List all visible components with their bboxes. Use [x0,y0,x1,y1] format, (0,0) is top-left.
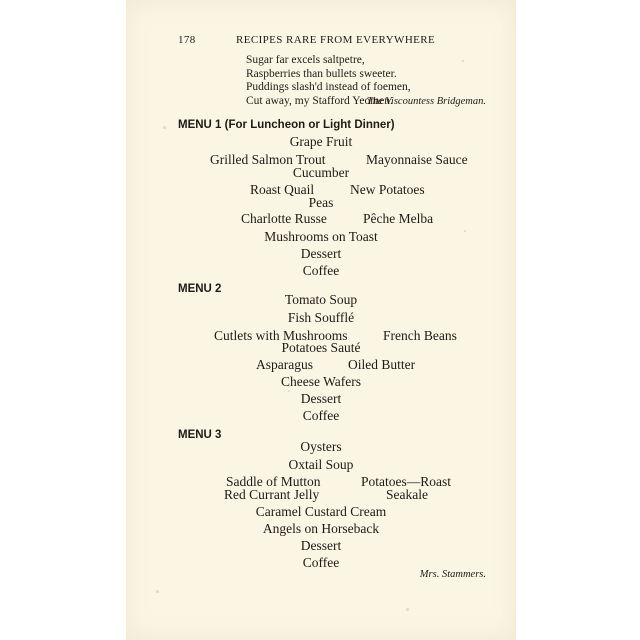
menu-item-dessert: Dessert [300,538,342,553]
menu-3-heading: MENU 3 [178,429,222,441]
menu-2-heading: MENU 2 [178,283,222,295]
menu-item-peche-melba: Pêche Melba [363,211,434,226]
menu-item-mushrooms-on-toast: Mushrooms on Toast [264,229,378,244]
menu-item-oysters: Oysters [300,439,342,454]
menu-item-mayonnaise-sauce: Mayonnaise Sauce [366,152,468,167]
foxing-spot [462,60,464,62]
menu-item-cutlets: Cutlets with Mushrooms [214,328,348,343]
running-head: RECIPES RARE FROM EVERYWHERE [236,34,436,46]
menu-item-coffee: Coffee [302,555,340,570]
book-page [126,0,516,640]
page-header [126,34,516,50]
menu-item-potatoes-roast: Potatoes—Roast [361,474,451,489]
menu-item-coffee: Coffee [302,408,340,423]
menu-item-asparagus: Asparagus [256,357,313,372]
menu-item-oiled-butter: Oiled Butter [348,357,416,372]
menu-3-attribution: Mrs. Stammers. [419,569,486,580]
menu-item-tomato-soup: Tomato Soup [284,292,358,307]
menu-item-cucumber: Cucumber [292,165,350,180]
poem-line: Puddings slash'd instead of foemen, [246,81,411,93]
menu-item-dessert: Dessert [300,246,342,261]
menu-item-roast-quail: Roast Quail [250,182,315,197]
page-number: 178 [178,34,196,46]
foxing-spot [156,590,159,593]
menu-item-peas: Peas [308,195,334,210]
menu-item-fish-souffle: Fish Soufflé [287,310,355,325]
menu-item-seakale: Seakale [386,487,428,502]
menu-item-dessert: Dessert [300,391,342,406]
menu-item-french-beans: French Beans [383,328,457,343]
menu-item-grape-fruit: Grape Fruit [289,134,353,149]
menu-item-oxtail-soup: Oxtail Soup [288,457,354,472]
menu-item-potatoes-saute: Potatoes Sauté [281,340,361,355]
foxing-spot [406,608,409,611]
menu-item-charlotte-russe: Charlotte Russe [241,211,327,226]
menu-item-caramel-custard: Caramel Custard Cream [255,504,387,519]
poem-line: Raspberries than bullets sweeter. [246,67,397,80]
poem-line: Sugar far excels saltpetre, [246,54,365,66]
menu-item-angels-on-horseback: Angels on Horseback [262,521,380,536]
menu-item-salmon-trout: Grilled Salmon Trout [210,152,326,167]
foxing-spot [163,126,166,129]
poem-attribution: The Viscountess Bridgeman. [366,96,486,107]
poem-line: Cut away, my Stafford Yeomen. [246,94,393,107]
menu-item-new-potatoes: New Potatoes [350,182,425,197]
menu-item-saddle-of-mutton: Saddle of Mutton [226,474,321,489]
menu-item-cheese-wafers: Cheese Wafers [280,374,361,389]
menu-item-red-currant-jelly: Red Currant Jelly [224,487,320,502]
menu-1-heading: MENU 1 (For Luncheon or Light Dinner) [178,119,395,131]
menu-item-coffee: Coffee [302,263,340,278]
